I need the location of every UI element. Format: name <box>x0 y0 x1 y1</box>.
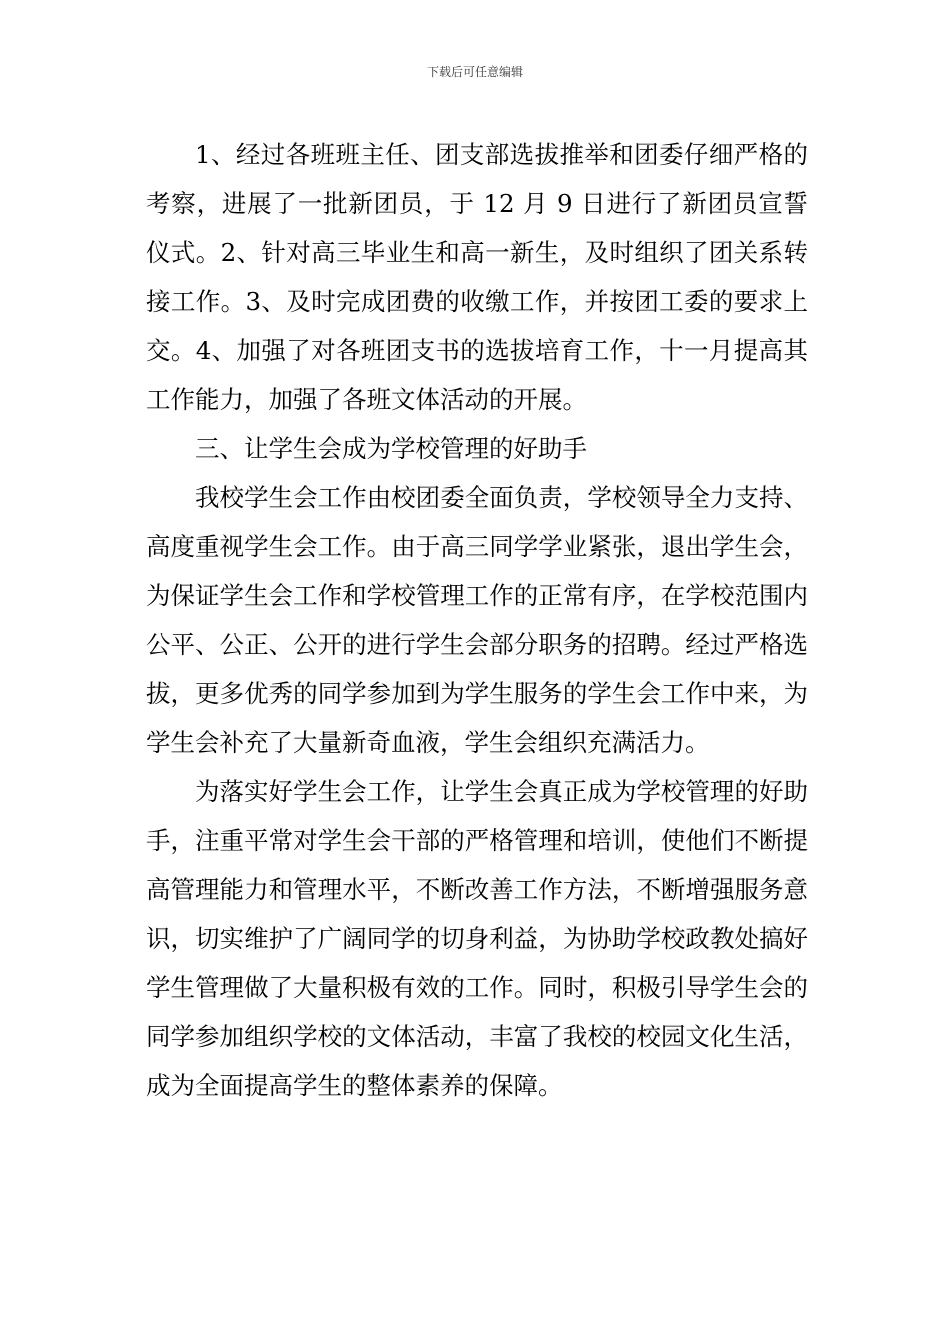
paragraph-league-work: 1、经过各班班主任、团支部选拔推举和团委仔细严格的考察，进展了一批新团员，于 12 月 9 日进行了新团员宣誓仪式。2、针对高三毕业生和高一新生，及时组织了团关系转接工作。3、及时完成团费的收缴工作，并按团工委的要求上交。4、加强了对各班团支书的选拔培育工作，十一月提高其工作能力，加强了各班文体活动的开展。 <box>146 140 808 414</box>
page-header: 下载后可任意编辑 <box>426 65 523 79</box>
paragraph-student-union-recruitment: 我校学生会工作由校团委全面负责，学校领导全力支持、高度重视学生会工作。由于高三同学学业紧张，退出学生会，为保证学生会工作和学校管理工作的正常有序，在学校范围内公平、公正、公开的进行学生会部分职务的招聘。经过严格选拔，更多优秀的同学参加到为学生服务的学生会工作中来，为学生会补充了大量新奇血液，学生会组织充满活力。 <box>146 483 808 757</box>
document-body <box>146 130 808 1110</box>
section-heading-student-union: 三、让学生会成为学校管理的好助手 <box>195 434 587 463</box>
paragraph-student-union-management: 为落实好学生会工作，让学生会真正成为学校管理的好助手，注重平常对学生会干部的严格管理和培训，使他们不断提高管理能力和管理水平，不断改善工作方法，不断增强服务意识，切实维护了广阔同学的切身利益，为协助学校政教处搞好学生管理做了大量积极有效的工作。同时，积极引导学生会的同学参加组织学校的文体活动，丰富了我校的校园文化生活，成为全面提高学生的整体素养的保障。 <box>146 777 808 1100</box>
